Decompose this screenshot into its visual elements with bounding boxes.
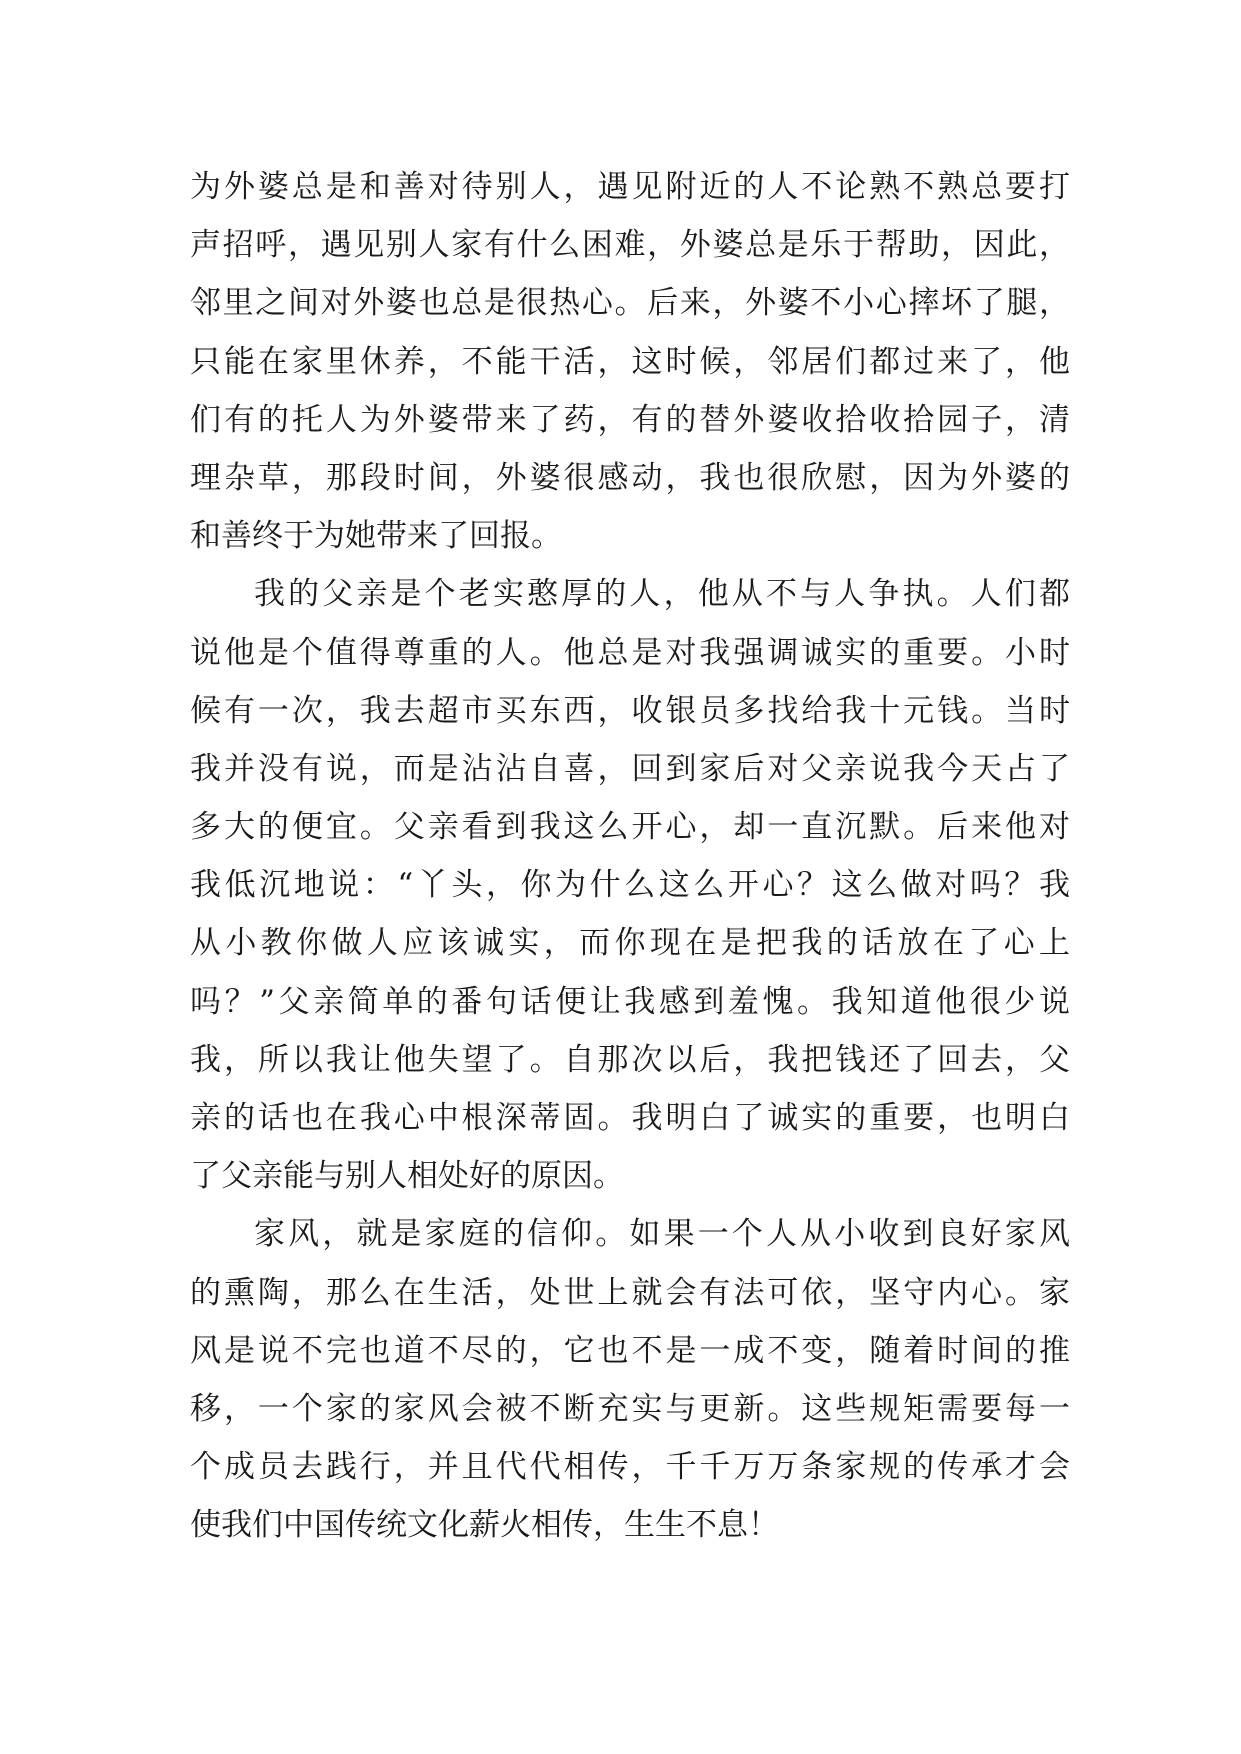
text-line: 多大的便宜。父亲看到我这么开心，却一直沉默。后来他对 (190, 809, 1070, 846)
text-line: 从小教你做人应该诚实，而你现在是把我的话放在了心上 (190, 925, 1070, 962)
text-line: 吗？”父亲简单的番句话便让我感到羞愧。我知道他很少说 (190, 983, 1070, 1020)
text-line: 声招呼，遇见别人家有什么困难，外婆总是乐于帮助，因此， (190, 227, 1070, 264)
text-line: 为外婆总是和善对待别人，遇见附近的人不论熟不熟总要打 (190, 169, 1070, 205)
text-line: 使我们中国传统文化薪火相传，生生不息！ (190, 1507, 779, 1544)
body-text (190, 158, 1070, 1555)
text-line: 理杂草，那段时间，外婆很感动，我也很欣慰，因为外婆的 (190, 459, 1070, 496)
text-line: 我低沉地说：“丫头，你为什么这么开心？这么做对吗？我 (190, 867, 1070, 904)
text-line: 我并没有说，而是沾沾自喜，回到家后对父亲说我今天占了 (190, 750, 1070, 787)
paragraph-p1 (190, 158, 1070, 565)
text-line: 说他是个值得尊重的人。他总是对我强调诚实的重要。小时 (190, 634, 1070, 671)
text-line: 只能在家里休养，不能干活，这时候，邻居们都过来了，他 (190, 343, 1070, 380)
paragraph-p3 (190, 1205, 1070, 1554)
paragraph-p2 (190, 565, 1070, 1205)
text-line: 和善终于为她带来了回报。 (190, 518, 562, 555)
text-line: 们有的托人为外婆带来了药，有的替外婆收拾收拾园子，清 (190, 401, 1070, 438)
text-line: 候有一次，我去超市买东西，收银员多找给我十元钱。当时 (190, 692, 1070, 729)
text-line: 了父亲能与别人相处好的原因。 (190, 1158, 624, 1195)
text-line: 我，所以我让他失望了。自那次以后，我把钱还了回去，父 (190, 1041, 1070, 1078)
text-line: 的熏陶，那么在生活，处世上就会有法可依，坚守内心。家 (190, 1274, 1070, 1311)
text-line: 家风，就是家庭的信仰。如果一个人从小收到良好家风 (254, 1216, 1070, 1253)
text-line: 亲的话也在我心中根深蒂固。我明白了诚实的重要，也明白 (190, 1100, 1070, 1136)
text-line: 移，一个家的家风会被不断充实与更新。这些规矩需要每一 (190, 1390, 1070, 1427)
text-line: 个成员去践行，并且代代相传，千千万万条家规的传承才会 (190, 1449, 1070, 1486)
text-line: 我的父亲是个老实憨厚的人，他从不与人争执。人们都 (254, 576, 1070, 613)
text-line: 邻里之间对外婆也总是很热心。后来，外婆不小心摔坏了腿， (190, 285, 1070, 322)
text-line: 风是说不完也道不尽的，它也不是一成不变，随着时间的推 (190, 1332, 1070, 1369)
